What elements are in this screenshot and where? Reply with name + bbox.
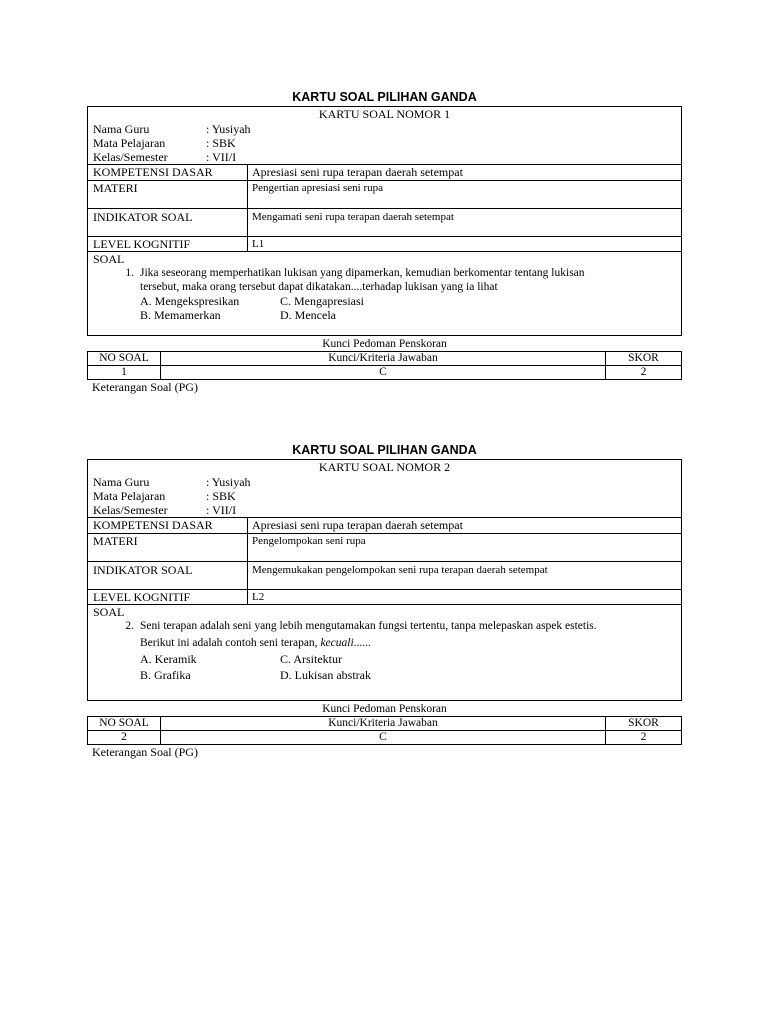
score-row bbox=[88, 731, 682, 745]
info-value: : SBK bbox=[206, 489, 236, 503]
header-skor: SKOR bbox=[606, 352, 682, 366]
indikator-value: Mengamati seni rupa terapan daerah setempat bbox=[252, 211, 454, 223]
level-value: L2 bbox=[252, 591, 265, 603]
level-row bbox=[88, 236, 681, 251]
question bbox=[93, 619, 681, 651]
indikator-label: INDIKATOR SOAL bbox=[88, 562, 248, 589]
question-text bbox=[140, 619, 681, 651]
question-line-2-wrap bbox=[140, 636, 681, 651]
option-c: C. Arsitektur bbox=[280, 652, 342, 666]
materi-label: MATERI bbox=[88, 181, 248, 208]
cell-skor: 2 bbox=[606, 366, 682, 380]
question-line-1: Seni terapan adalah seni yang lebih mengutamakan fungsi tertentu, tanpa melepaskan aspek estetis. bbox=[140, 620, 597, 632]
info-value: : SBK bbox=[206, 136, 236, 150]
kompetensi-row bbox=[88, 164, 681, 180]
info-label: Nama Guru bbox=[93, 475, 150, 489]
info-label: Mata Pelajaran bbox=[93, 136, 166, 150]
soal-section bbox=[88, 251, 681, 335]
level-value: L1 bbox=[252, 238, 265, 250]
level-row bbox=[88, 589, 681, 604]
info-row-class bbox=[93, 503, 681, 517]
options bbox=[140, 651, 681, 683]
materi-label: MATERI bbox=[88, 534, 248, 561]
question-number: 2. bbox=[125, 620, 134, 632]
teacher-info bbox=[88, 475, 681, 517]
question-card-1 bbox=[87, 89, 682, 394]
keterangan: Keterangan Soal (PG) bbox=[92, 745, 198, 759]
question-line-2: Berikut ini adalah contoh seni terapan, bbox=[140, 637, 321, 649]
keterangan: Keterangan Soal (PG) bbox=[92, 380, 198, 394]
info-row-subject bbox=[93, 489, 681, 503]
soal-section bbox=[88, 604, 681, 700]
level-label: LEVEL KOGNITIF bbox=[88, 590, 248, 604]
soal-label: SOAL bbox=[93, 252, 125, 266]
kunci-title: Kunci Pedoman Penskoran bbox=[322, 338, 447, 350]
question-line-1: Jika seseorang memperhatikan lukisan yang dipamerkan, kemudian berkomentar tentang lukisan bbox=[140, 267, 585, 279]
kunci-title: Kunci Pedoman Penskoran bbox=[322, 703, 447, 715]
kompetensi-label: KOMPETENSI DASAR bbox=[88, 518, 248, 533]
cell-skor: 2 bbox=[606, 731, 682, 745]
kompetensi-row bbox=[88, 517, 681, 533]
materi-row bbox=[88, 533, 681, 561]
indikator-row bbox=[88, 208, 681, 236]
info-value: : Yusiyah bbox=[206, 122, 251, 136]
materi-value: Pengelompokan seni rupa bbox=[252, 535, 366, 547]
question-line-2: tersebut, maka orang tersebut dapat dikatakan....terhadap lukisan yang ia lihat bbox=[140, 281, 498, 293]
info-value: : VII/I bbox=[206, 503, 237, 517]
score-table bbox=[87, 716, 682, 745]
indikator-row bbox=[88, 561, 681, 589]
option-b: B. Memamerkan bbox=[140, 308, 221, 322]
teacher-info bbox=[88, 122, 681, 164]
info-label: Kelas/Semester bbox=[93, 503, 168, 517]
info-label: Kelas/Semester bbox=[93, 150, 168, 164]
kompetensi-value: Apresiasi seni rupa terapan daerah setempat bbox=[252, 518, 463, 532]
score-row bbox=[88, 366, 682, 380]
info-row-subject bbox=[93, 136, 681, 150]
question bbox=[93, 266, 681, 294]
cell-no-soal: 2 bbox=[88, 731, 161, 745]
header-no-soal: NO SOAL bbox=[88, 352, 161, 366]
options bbox=[140, 294, 681, 322]
header-kunci: Kunci/Kriteria Jawaban bbox=[161, 717, 606, 731]
indikator-value: Mengemukakan pengelompokan seni rupa terapan daerah setempat bbox=[252, 564, 548, 576]
info-row-teacher bbox=[93, 122, 681, 136]
card-box bbox=[87, 459, 682, 701]
soal-label: SOAL bbox=[93, 605, 125, 619]
option-a: A. Mengekspresikan bbox=[140, 294, 240, 308]
question-card-2 bbox=[87, 442, 682, 759]
option-c: C. Mengapresiasi bbox=[280, 294, 364, 308]
option-d: D. Lukisan abstrak bbox=[280, 668, 371, 682]
info-value: : VII/I bbox=[206, 150, 237, 164]
score-header-row bbox=[88, 352, 682, 366]
score-table bbox=[87, 351, 682, 380]
card-number: KARTU SOAL NOMOR 2 bbox=[318, 460, 451, 474]
card-title: KARTU SOAL PILIHAN GANDA bbox=[292, 90, 477, 104]
question-emphasis: kecuali bbox=[320, 637, 354, 649]
info-row-teacher bbox=[93, 475, 681, 489]
option-b: B. Grafika bbox=[140, 668, 191, 682]
cell-kunci: C bbox=[161, 366, 606, 380]
materi-row bbox=[88, 180, 681, 208]
info-label: Mata Pelajaran bbox=[93, 489, 166, 503]
materi-value: Pengertian apresiasi seni rupa bbox=[252, 182, 384, 194]
kompetensi-value: Apresiasi seni rupa terapan daerah setempat bbox=[252, 165, 463, 179]
header-skor: SKOR bbox=[606, 717, 682, 731]
question-text bbox=[140, 266, 681, 294]
kompetensi-label: KOMPETENSI DASAR bbox=[88, 165, 248, 180]
cell-no-soal: 1 bbox=[88, 366, 161, 380]
header-kunci: Kunci/Kriteria Jawaban bbox=[161, 352, 606, 366]
info-row-class bbox=[93, 150, 681, 164]
info-value: : Yusiyah bbox=[206, 475, 251, 489]
card-number: KARTU SOAL NOMOR 1 bbox=[318, 107, 451, 121]
level-label: LEVEL KOGNITIF bbox=[88, 237, 248, 251]
option-a: A. Keramik bbox=[140, 652, 197, 666]
score-header-row bbox=[88, 717, 682, 731]
question-tail: ...... bbox=[353, 637, 371, 649]
card-title: KARTU SOAL PILIHAN GANDA bbox=[292, 443, 477, 457]
header-no-soal: NO SOAL bbox=[88, 717, 161, 731]
card-box bbox=[87, 106, 682, 336]
indikator-label: INDIKATOR SOAL bbox=[88, 209, 248, 236]
option-d: D. Mencela bbox=[280, 308, 336, 322]
question-number: 1. bbox=[125, 267, 134, 279]
cell-kunci: C bbox=[161, 731, 606, 745]
info-label: Nama Guru bbox=[93, 122, 150, 136]
